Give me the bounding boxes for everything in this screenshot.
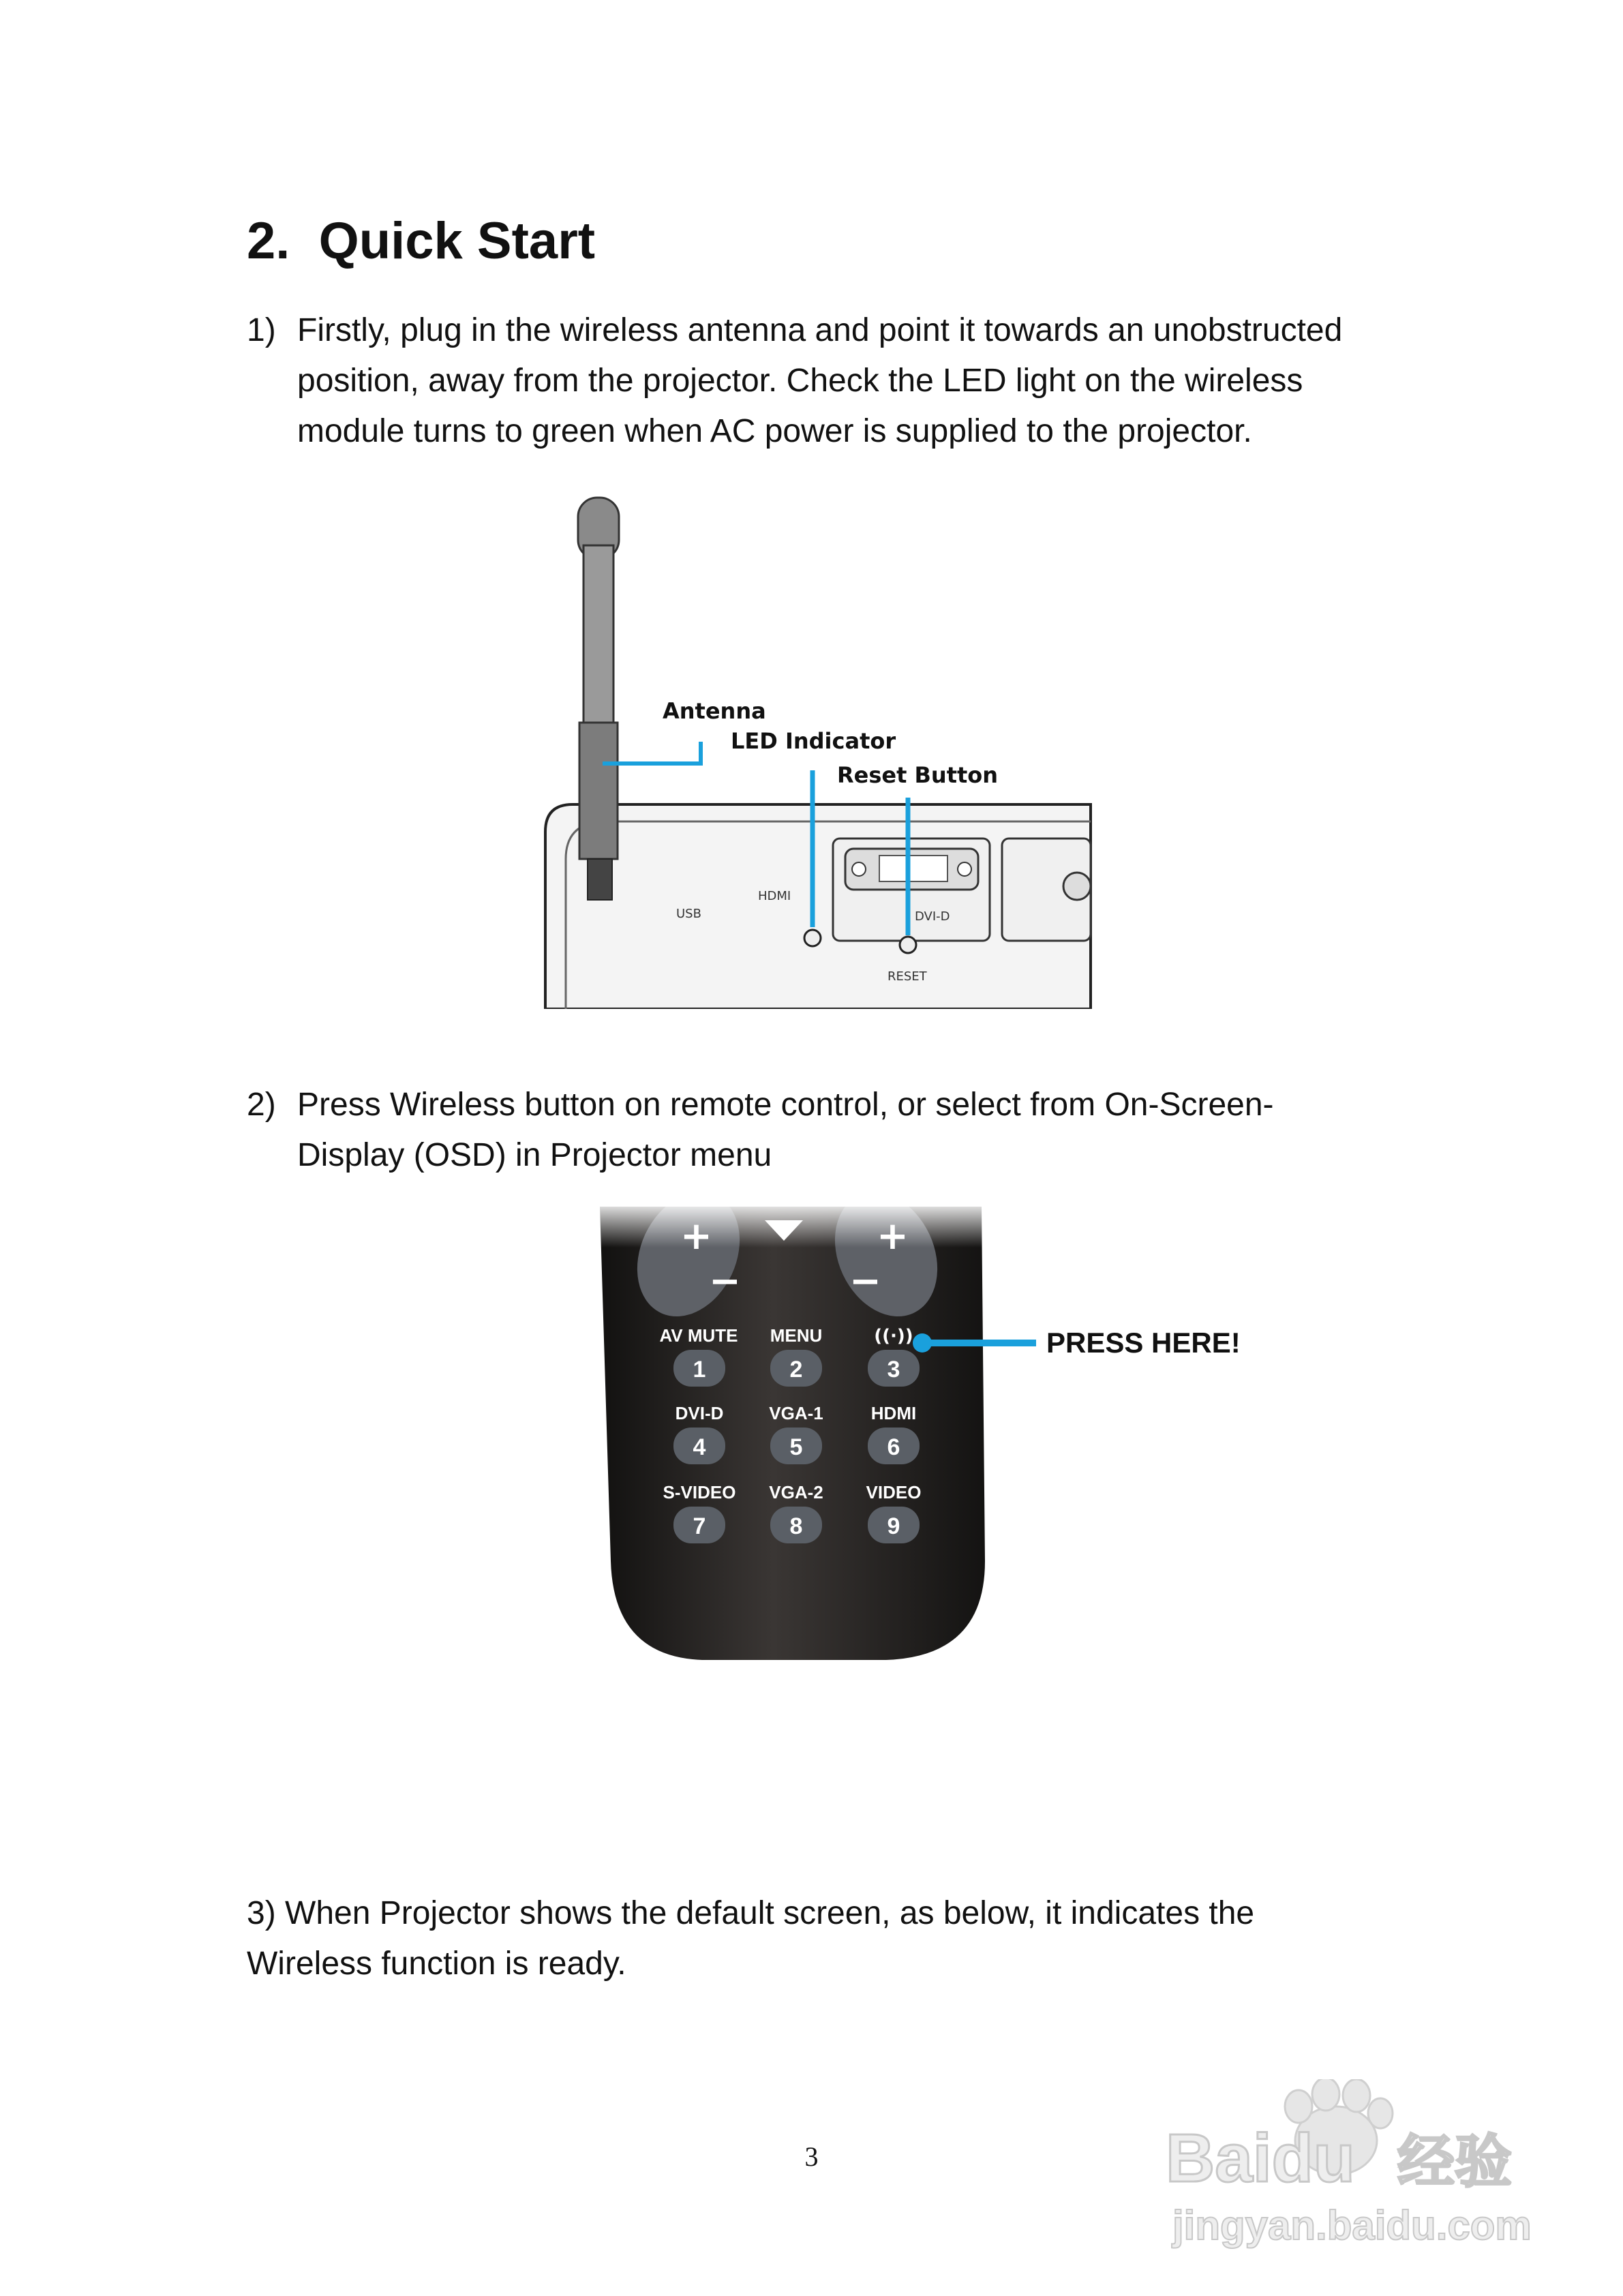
key-label-video: VIDEO (866, 1482, 922, 1502)
key-8-digit: 8 (789, 1513, 803, 1539)
section-heading (247, 211, 595, 271)
step-2-line-2: Display (OSD) in Projector menu (297, 1137, 772, 1173)
key-label-hdmi: HDMI (870, 1403, 917, 1423)
key-1-digit: 1 (693, 1357, 706, 1383)
key-6-digit: 6 (887, 1434, 900, 1460)
watermark-url: jingyan.baidu.com (1172, 2203, 1532, 2248)
key-2-digit: 2 (789, 1357, 803, 1383)
reset-port-label: RESET (888, 969, 927, 984)
key-label-vga-2: VGA-2 (769, 1482, 823, 1502)
key-label-vga-1: VGA-1 (769, 1403, 823, 1423)
key-7-digit: 7 (693, 1513, 706, 1539)
step-1-text (297, 305, 1442, 457)
key-label-dvi-d: DVI-D (675, 1403, 724, 1423)
usb-port-label: USB (676, 907, 701, 921)
key-9-digit: 9 (887, 1513, 900, 1539)
page-number: 3 (804, 2141, 819, 2172)
antenna-callout-label: Antenna (663, 698, 766, 724)
dvi-port-label: DVI-D (915, 909, 950, 924)
antenna-panel-figure (518, 477, 1104, 1009)
section-title: Quick Start (318, 212, 596, 270)
step-2-line-1: Press Wireless button on remote control, or select from On-Screen- (297, 1087, 1274, 1123)
watermark-brand-cn: 经验 (1397, 2128, 1513, 2195)
key-4-digit: 4 (693, 1434, 706, 1460)
step-3 (247, 1888, 1474, 1989)
step-3-line-2: Wireless function is ready. (247, 1946, 626, 1982)
key-3-digit: 3 (887, 1357, 900, 1383)
press-here-label: PRESS HERE! (1046, 1327, 1241, 1359)
watermark-brand: Baidu (1166, 2120, 1355, 2196)
key-5-digit: 5 (789, 1434, 803, 1460)
step-1-line-2: position, away from the projector. Check the LED light on the wireless (297, 363, 1303, 399)
key-label-av-mute: AV MUTE (659, 1325, 738, 1346)
step-2-text (297, 1080, 1442, 1181)
key-label-menu: MENU (770, 1325, 823, 1346)
reset-callout-label: Reset Button (837, 762, 999, 788)
led-callout-label: LED Indicator (731, 728, 896, 754)
led-indicator-icon (804, 930, 821, 946)
step-1-marker: 1) (247, 312, 276, 348)
hdmi-port-label: HDMI (758, 889, 791, 903)
step-3-line-1 (247, 1888, 1474, 1939)
step-3-line-1-text: When Projector shows the default screen, as below, it indicates the (285, 1895, 1255, 1931)
reset-button-icon (900, 937, 916, 953)
step-2-marker: 2) (247, 1087, 276, 1123)
step-3-marker: 3) (247, 1895, 276, 1931)
keypad (659, 1325, 921, 1543)
remote-control-figure (586, 1207, 1268, 1697)
svg-text:−: − (709, 1259, 741, 1303)
key-label-s-video: S-VIDEO (663, 1482, 736, 1502)
step-1-line-3: module turns to green when AC power is supplied to the projector. (297, 413, 1252, 449)
wireless-icon: ((·)) (874, 1326, 913, 1346)
baidu-watermark (1159, 2079, 1541, 2256)
svg-text:−: − (849, 1259, 881, 1303)
section-number: 2. (247, 212, 290, 270)
step-1-line-1: Firstly, plug in the wireless antenna and point it towards an unobstructed (297, 312, 1343, 348)
